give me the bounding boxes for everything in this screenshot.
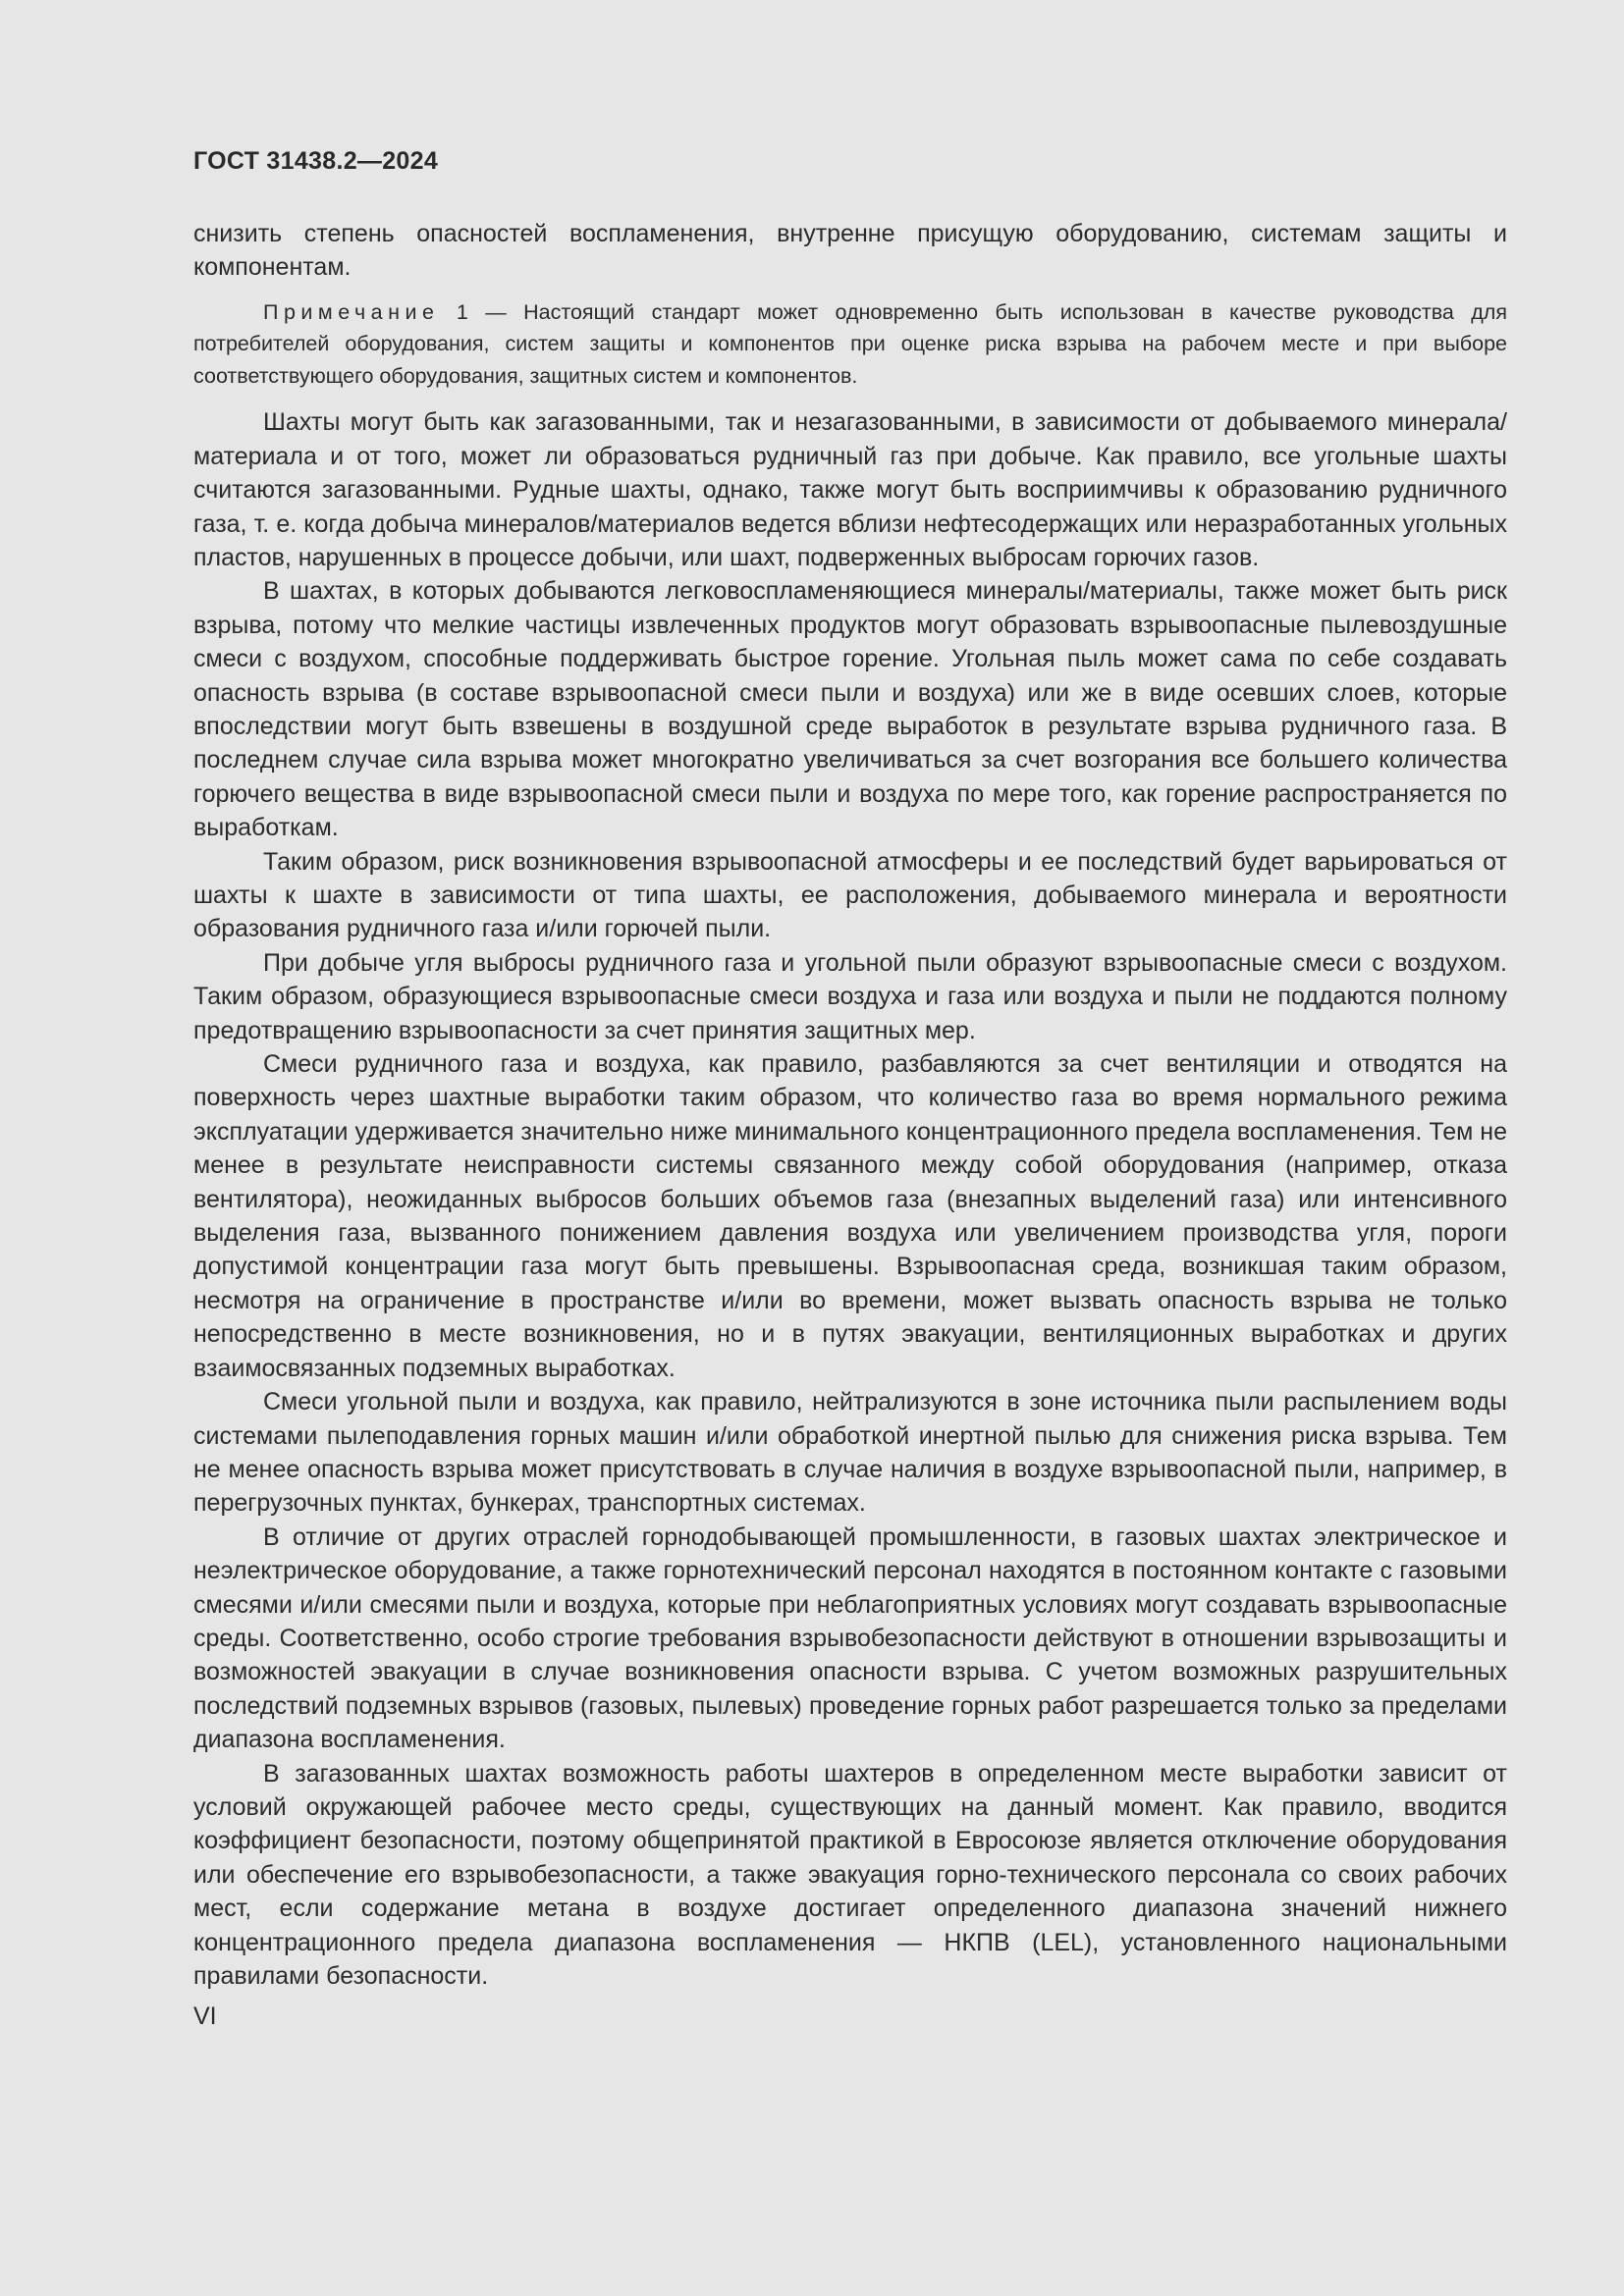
body-paragraph: Смеси угольной пыли и воздуха, как правило, нейтрализуются в зоне источника пыли распылением воды системами пылеподавления горных машин и/или обработкой инертной пылью для снижения риска взрыва. Тем не менее опасность взрыва может присутствовать в случае наличия в воздухе взрывоопасной пыли, например, в перегрузочных пунктах, бункерах, транспортных системах. bbox=[193, 1388, 1507, 1518]
body-paragraph: При добыче угля выбросы рудничного газа и угольной пыли образуют взрывоопасные смеси с воздухом. Таким образом, образующиеся взрывоопасные смеси воздуха и газа или воздуха и пыли не поддаются полному предотвращению взрывоопасности за счет принятия защитных мер. bbox=[193, 948, 1507, 1044]
document-header: ГОСТ 31438.2—2024 bbox=[193, 147, 439, 175]
body-paragraph: Таким образом, риск возникновения взрывоопасной атмосферы и ее последствий будет варьироваться от шахты к шахте в зависимости от типа шахты, ее расположения, добываемого минерала и вероятности образования рудничного газа и/или горючей пыли. bbox=[193, 847, 1507, 943]
document-page bbox=[193, 147, 1507, 2031]
body-paragraph: Шахты могут быть как загазованными, так и незагазованными, в зависимости от добываемого минерала/материала и от того, может ли образоваться рудничный газ при добыче. Как правило, все угольные шахты считаются загазованными. Рудные шахты, однако, также могут быть восприимчивы к образованию рудничного газа, т. е. когда добыча минералов/материалов ведется вблизи нефтесодержащих или неразработанных угольных пластов, нарушенных в процессе добычи, или шахт, подверженных выбросам горючих газов. bbox=[193, 408, 1507, 571]
page-number: VI bbox=[193, 2002, 217, 2031]
note-text: — Настоящий стандарт может одновременно быть использован в качестве руководства для потребителей оборудования, систем защиты и компонентов при оценке риска взрыва на рабочем месте и при выборе соответствующего оборудования, защитных систем и компонентов. bbox=[193, 299, 1507, 388]
body-paragraph: Смеси рудничного газа и воздуха, как правило, разбавляются за счет вентиляции и отводятся на поверхность через шахтные выработки таким образом, что количество газа во время нормального режима эксплуатации удерживается значительно ниже минимального концентрационного предела воспламенения. Тем не менее в результате неисправности системы связанного между собой оборудования (например, отказа вентилятора), неожиданных выбросов больших объемов газа (внезапных выделений газа) или интенсивного выделения газа, вызванного понижением давления воздуха или увеличением производства угля, пороги допустимой концентрации газа могут быть превышены. Взрывоопасная среда, возникшая таким образом, несмотря на ограничение в пространстве и/или во времени, может вызвать опасность взрыва не только непосредственно в месте возникновения, но и в путях эвакуации, вентиляционных выработках и других взаимосвязанных подземных выработках. bbox=[193, 1050, 1507, 1382]
document-body bbox=[193, 217, 1507, 1993]
note-label: Примечание bbox=[263, 299, 440, 324]
note-number: 1 bbox=[456, 299, 468, 324]
intro-continuation-paragraph: снизить степень опасностей воспламенения, внутренне присущую оборудованию, системам защиты и компонентам. bbox=[193, 220, 1507, 282]
note-paragraph bbox=[193, 296, 1507, 393]
body-paragraph: В отличие от других отраслей горнодобывающей промышленности, в газовых шахтах электрическое и неэлектрическое оборудование, а также горнотехнический персонал находятся в постоянном контакте с газовыми смесями и/или смесями пыли и воздуха, которые при неблагоприятных условиях могут создавать взрывоопасные среды. Соответственно, особо строгие требования взрывобезопасности действуют в отношении взрывозащиты и возможностей эвакуации в случае возникновения опасности взрыва. С учетом возможных разрушительных последствий подземных взрывов (газовых, пылевых) проведение горных работ разрешается только за пределами диапазона воспламенения. bbox=[193, 1522, 1507, 1754]
body-paragraph: В загазованных шахтах возможность работы шахтеров в определенном месте выработки зависит от условий окружающей рабочее место среды, существующих на данный момент. Как правило, вводится коэффициент безопасности, поэтому общепринятой практикой в Евросоюзе является отключение оборудования или обеспечение его взрывобезопасности, а также эвакуация горно-технического персонала со своих рабочих мест, если содержание метана в воздухе достигает определенного диапазона значений нижнего концентрационного предела диапазона воспламенения — НКПВ (LEL), установленного национальными правилами безопасности. bbox=[193, 1759, 1507, 1990]
body-paragraph: В шахтах, в которых добываются легковоспламеняющиеся минералы/материалы, также может быть риск взрыва, потому что мелкие частицы извлеченных продуктов могут образовать взрывоопасные пылевоздушные смеси с воздухом, способные поддерживать быстрое горение. Угольная пыль может сама по себе создавать опасность взрыва (в составе взрывоопасной смеси пыли и воздуха) или же в виде осевших слоев, которые впоследствии могут быть взвешены в воздушной среде выработок в результате взрыва рудничного газа. В последнем случае сила взрыва может многократно увеличиваться за счет возгорания все большего количества горючего вещества в виде взрывоопасной смеси пыли и воздуха по мере того, как горение распространяется по выработкам. bbox=[193, 577, 1507, 842]
